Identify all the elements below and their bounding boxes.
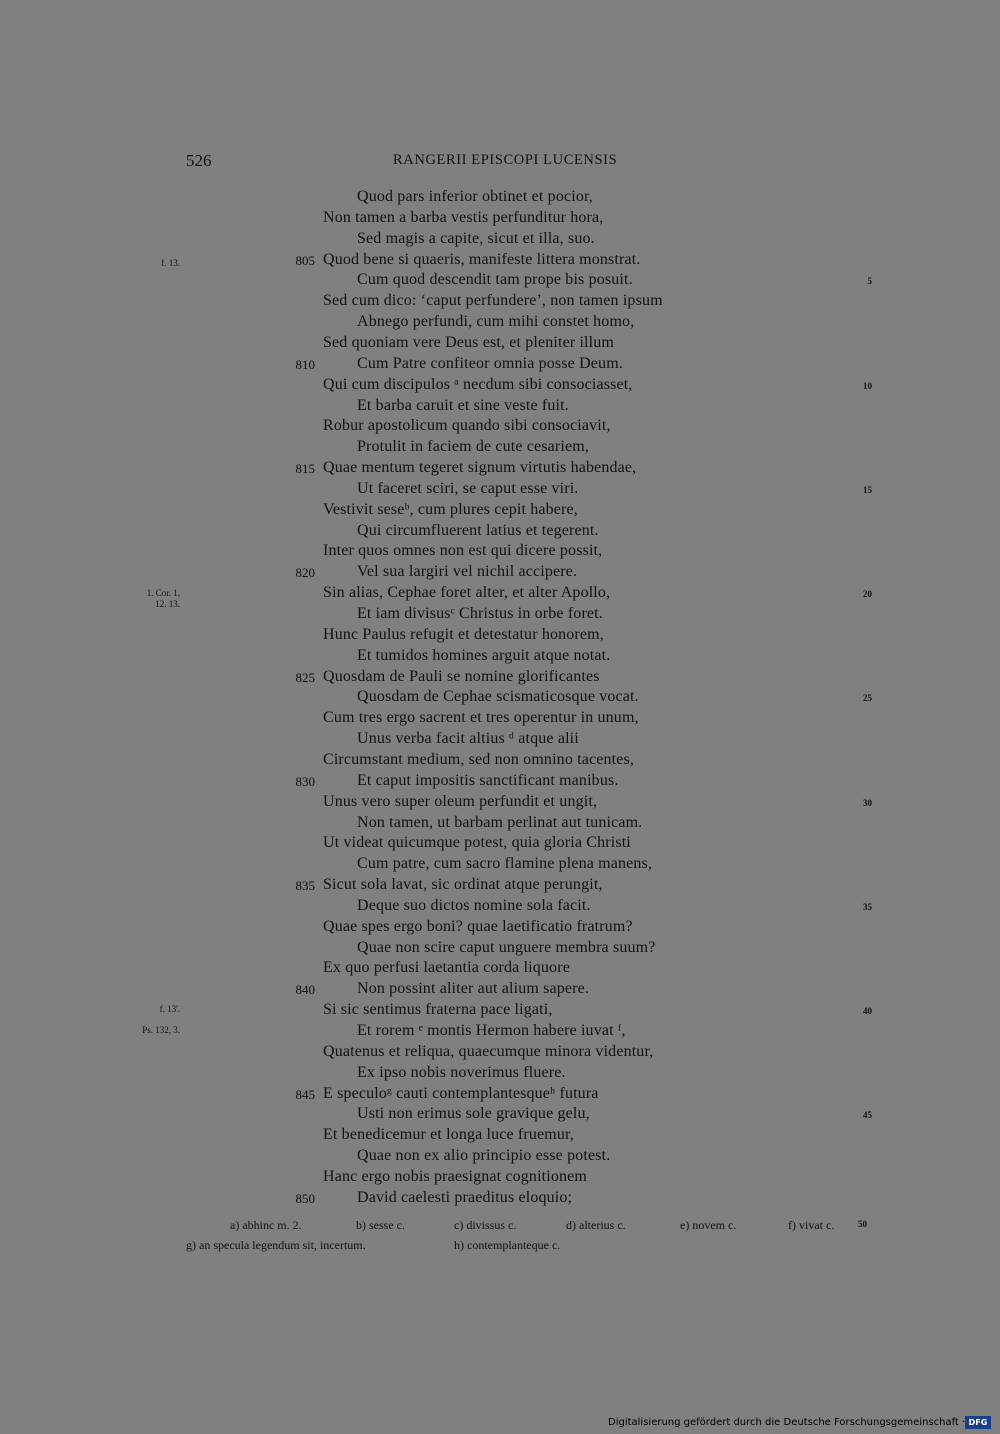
page-number: 526: [186, 151, 212, 170]
margin-note-folio: f. 13.: [161, 258, 180, 268]
verse-line: [0, 834, 1000, 855]
verse-text: Usti non erimus sole gravique gelu,: [357, 1105, 590, 1123]
verse-line: [0, 188, 1000, 209]
verse-text: Protulit in faciem de cute cesariem,: [357, 438, 589, 456]
margin-note-folio: f. 13'.: [159, 1004, 180, 1014]
footnote-e: e) novem c.: [680, 1218, 737, 1232]
verse-line: [0, 542, 1000, 563]
edition-line-number: 10: [863, 380, 872, 391]
verse-text: Qui cum discipulos ᵃ necdum sibi consociasset,: [323, 375, 633, 393]
verse-line: [0, 292, 1000, 313]
edition-line-number: 15: [863, 484, 872, 495]
verse-text: Deque suo dictos nomine sola facit.: [357, 896, 591, 914]
verse-text: Sin alias, Cephae foret alter, et alter Apollo,: [323, 584, 611, 602]
verse-number: 805: [295, 252, 315, 268]
verse-number: 810: [295, 356, 315, 372]
verse-text: Cum Patre confiteor omnia posse Deum.: [357, 354, 623, 372]
edition-line-number: 35: [863, 901, 872, 912]
verse-line: [0, 730, 1000, 751]
footnote-g: g) an specula legendum sit, incertum.: [186, 1238, 366, 1252]
verse-line: [0, 647, 1000, 668]
verse-text: Quatenus et reliqua, quaecumque minora videntur,: [323, 1042, 654, 1060]
verse-text: Robur apostolicum quando sibi consociavit,: [323, 417, 611, 435]
verse-text: Quosdam de Pauli se nomine glorificantes: [323, 667, 600, 685]
verse-line: [0, 959, 1000, 980]
running-title: RANGERII EPISCOPI LUCENSIS: [393, 152, 618, 168]
verse-text: Ut videat quicumque potest, quia gloria Christi: [323, 834, 631, 852]
footnote-b: b) sesse c.: [356, 1218, 405, 1232]
verse-line: [0, 897, 1000, 918]
verse-line: [0, 855, 1000, 876]
digitization-credit: Digitalisierung gefördert durch die Deutsche Forschungsgemeinschaft ·: [608, 1417, 966, 1428]
verse-line: [0, 501, 1000, 522]
verse-text: Et iam divisusᶜ Christus in orbe foret.: [357, 605, 603, 622]
verse-line: [0, 772, 1000, 793]
verse-line: [0, 438, 1000, 459]
verse-text: Vestivit seseᵇ, cum plures cepit habere,: [323, 500, 578, 518]
margin-note-reference: 12. 13.: [155, 599, 180, 609]
verse-number: 835: [295, 878, 315, 894]
verse-line: [0, 793, 1000, 814]
verse-text: Abnego perfundi, cum mihi constet homo,: [357, 313, 635, 331]
verse-line: [0, 397, 1000, 418]
verse-text: Sed magis a capite, sicut et illa, suo.: [357, 229, 595, 247]
verse-text: Unus verba facit altius ᵈ atque alii: [357, 730, 579, 748]
verse-line: [0, 688, 1000, 709]
verse-line: [0, 230, 1000, 251]
verse-number: 830: [295, 773, 315, 789]
verse-line: [0, 480, 1000, 501]
verse-line: [0, 709, 1000, 730]
verse-text: E speculoᵍ cauti contemplantesqueʰ futura: [323, 1084, 599, 1102]
verse-line: [0, 1064, 1000, 1085]
verse-text: Cum patre, cum sacro flamine plena manens,: [357, 855, 653, 873]
verse-text: Cum tres ergo sacrent et tres operentur in unum,: [323, 709, 639, 727]
verse-text: Ut faceret sciri, se caput esse viri.: [357, 479, 579, 497]
verse-text: Quod pars inferior obtinet et pocior,: [357, 188, 593, 205]
verse-text: Quod bene si quaeris, manifeste littera monstrat.: [323, 250, 641, 268]
verse-number: 815: [295, 461, 315, 477]
verse-text: Quosdam de Cephae scismaticosque vocat.: [357, 688, 639, 706]
verse-line: [0, 668, 1000, 689]
verse-line: [0, 980, 1000, 1001]
verse-line: [0, 459, 1000, 480]
verse-text: Si sic sentimus fraterna pace ligati,: [323, 1001, 553, 1019]
verse-line: [0, 1126, 1000, 1147]
edition-line-number: 40: [863, 1006, 872, 1017]
verse-text: Et benedicemur et longa luce fruemur,: [323, 1126, 575, 1144]
verse-text: Et barba caruit et sine veste fuit.: [357, 396, 569, 414]
verse-line: [0, 626, 1000, 647]
verse-text: David caelesti praeditus eloquio;: [357, 1188, 573, 1206]
verse-text: Cum quod descendit tam prope bis posuit.: [357, 271, 633, 289]
verse-number: 845: [295, 1086, 315, 1102]
footnote-h: h) contemplanteque c.: [454, 1238, 561, 1252]
verse-line: [0, 522, 1000, 543]
verse-line: [0, 1168, 1000, 1189]
footnote-line-number: 50: [858, 1219, 867, 1229]
verse-line: [0, 751, 1000, 772]
verse-text: Et rorem ᵉ montis Hermon habere iuvat ᶠ,: [357, 1022, 626, 1039]
verse-text: Non tamen, ut barbam perlinat aut tunicam.: [357, 813, 643, 831]
verse-text: Qui circumfluerent latius et tegerent.: [357, 521, 599, 539]
footnote-a: a) abhinc m. 2.: [230, 1218, 302, 1232]
verse-text: Ex quo perfusi laetantia corda liquore: [323, 959, 570, 977]
verse-line: [0, 376, 1000, 397]
verse-text: Et caput impositis sanctificant manibus.: [357, 771, 619, 789]
edition-line-number: 20: [863, 589, 872, 600]
verse-line: [0, 1043, 1000, 1064]
verse-text: Et tumidos homines arguit atque notat.: [357, 646, 611, 664]
footnote-d: d) alterius c.: [566, 1218, 626, 1232]
verse-text: Inter quos omnes non est qui dicere possit,: [323, 542, 603, 560]
edition-line-number: 45: [863, 1110, 872, 1121]
verse-line: [0, 563, 1000, 584]
verse-text: Vel sua largiri vel nichil accipere.: [357, 563, 578, 581]
edition-line-number: 25: [863, 693, 872, 704]
verse-text: Non possint aliter aut alium sapere.: [357, 980, 590, 998]
verse-text: Circumstant medium, sed non omnino tacentes,: [323, 750, 634, 768]
verse-number: 840: [295, 982, 315, 998]
verse-line: [0, 355, 1000, 376]
verse-text: Ex ipso nobis noverimus fluere.: [357, 1063, 566, 1081]
verse-line: [0, 334, 1000, 355]
verse-text: Quae spes ergo boni? quae laetificatio fratrum?: [323, 917, 633, 935]
verse-text: Quae non ex alio principio esse potest.: [357, 1147, 611, 1165]
verse-text: Unus vero super oleum perfundit et ungit,: [323, 792, 598, 810]
verse-line: [0, 313, 1000, 334]
verse-line: [0, 876, 1000, 897]
verse-line: [0, 1085, 1000, 1106]
verse-text: Sed quoniam vere Deus est, et pleniter illum: [323, 333, 614, 351]
footnote-c: c) divissus c.: [454, 1218, 517, 1232]
verse-line: [0, 417, 1000, 438]
verse-line: [0, 1189, 1000, 1210]
verse-text: Sicut sola lavat, sic ordinat atque perungit,: [323, 876, 603, 894]
verse-number: 820: [295, 565, 315, 581]
verse-line: [0, 814, 1000, 835]
verse-number: 825: [295, 669, 315, 685]
verse-line: [0, 1105, 1000, 1126]
verse-line: [0, 209, 1000, 230]
verse-text: Hanc ergo nobis praesignat cognitionem: [323, 1167, 588, 1185]
verse-line: [0, 939, 1000, 960]
verse-line: [0, 1147, 1000, 1168]
verse-text: Non tamen a barba vestis perfunditur hora,: [323, 208, 604, 226]
verse-number: 850: [295, 1190, 315, 1206]
edition-line-number: 30: [863, 797, 872, 808]
margin-note-reference: 1. Cor. 1,: [146, 588, 180, 598]
verse-text: Quae mentum tegeret signum virtutis habendae,: [323, 459, 637, 477]
dfg-logo: DFG: [965, 1416, 991, 1429]
verse-text: Hunc Paulus refugit et detestatur honorem,: [323, 625, 604, 643]
footnote-f: f) vivat c.: [788, 1218, 835, 1232]
verse-line: [0, 918, 1000, 939]
verse-text: Quae non scire caput unguere membra suum?: [357, 938, 656, 956]
edition-line-number: 5: [867, 276, 872, 287]
verse-text: Sed cum dico: ‘caput perfundere’, non tamen ipsum: [323, 292, 663, 310]
verse-line: [0, 271, 1000, 292]
margin-note-reference: Ps. 132, 3.: [142, 1025, 180, 1035]
